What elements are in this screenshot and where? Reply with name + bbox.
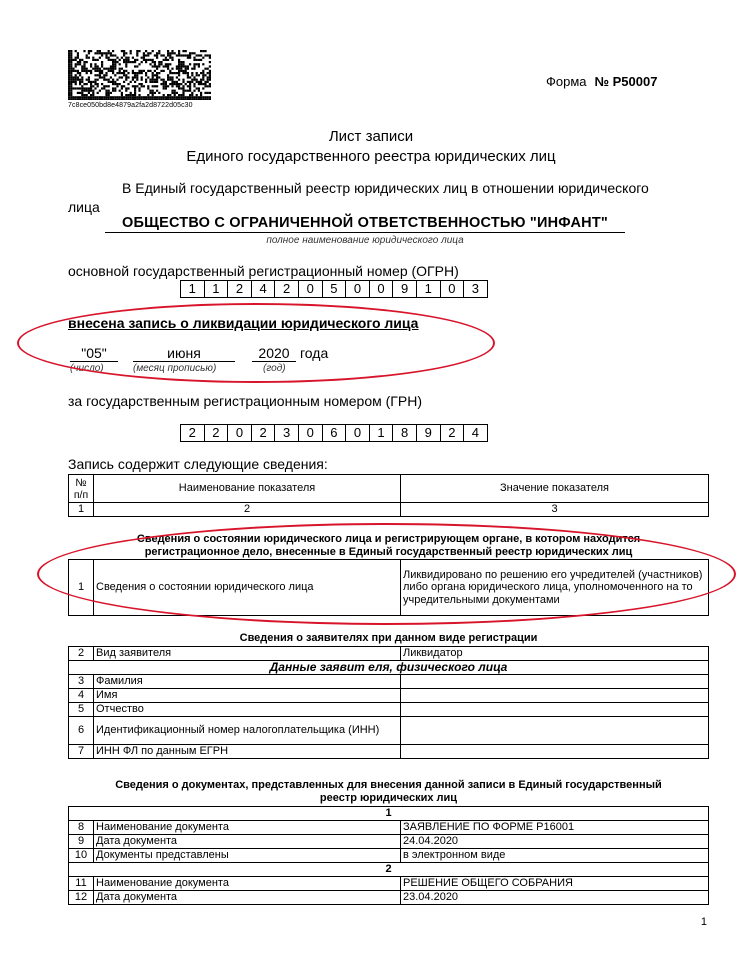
- digit-cell: 2: [251, 424, 276, 442]
- digit-cell: 0: [345, 280, 370, 298]
- col-idx-1: 1: [69, 503, 94, 517]
- hint-month: (месяц прописью): [133, 363, 217, 374]
- table-row-num: 2: [69, 647, 94, 661]
- page-number: 1: [700, 916, 707, 928]
- applicant-inn-egrn-label: ИНН ФЛ по данным ЕГРН: [94, 745, 401, 759]
- barcode-image: [68, 50, 211, 100]
- digit-cell: 9: [392, 280, 417, 298]
- company-name: ОБЩЕСТВО С ОГРАНИЧЕННОЙ ОТВЕТСТВЕННОСТЬЮ "ИНФАНТ": [105, 215, 625, 233]
- digit-cell: 2: [440, 424, 465, 442]
- table-row-num: 6: [69, 717, 94, 745]
- entry-day: "05": [70, 345, 118, 362]
- table-row-num: 4: [69, 689, 94, 703]
- applicant-inn-label: Идентификационный номер налогоплательщика (ИНН): [94, 717, 401, 745]
- col-num-header: № п/п: [69, 475, 94, 503]
- documents-group-2: 2: [69, 863, 709, 877]
- state-row-value: Ликвидировано по решению его учредителей (участников) либо органа юридического лица, уполномоченного на то учредительными документами: [401, 560, 709, 616]
- applicant-subheader: Данные заявит еля, физического лица: [69, 661, 709, 675]
- applicant-firstname-value: [401, 689, 709, 703]
- digit-cell: 2: [180, 424, 205, 442]
- digit-cell: 4: [463, 424, 488, 442]
- section-documents-title-line2: реестр юридических лиц: [319, 792, 458, 804]
- doc-name-value: ЗАЯВЛЕНИЕ ПО ФОРМЕ Р16001: [401, 821, 709, 835]
- form-label: Форма: [546, 74, 587, 89]
- doc-name-label: Наименование документа: [94, 821, 401, 835]
- applicant-inn-egrn-value: [401, 745, 709, 759]
- doc-name-value: РЕШЕНИЕ ОБЩЕГО СОБРАНИЯ: [401, 877, 709, 891]
- digit-cell: 2: [204, 424, 229, 442]
- hint-day: (число): [70, 363, 104, 374]
- documents-table: [68, 806, 709, 905]
- col-value-header: Значение показателя: [401, 475, 709, 503]
- table-row-num: 3: [69, 675, 94, 689]
- entry-year-suffix: года: [300, 345, 329, 361]
- col-idx-2: 2: [94, 503, 401, 517]
- section-state-title: [68, 533, 709, 559]
- document-title: Лист записи: [328, 128, 414, 145]
- digit-cell: 8: [392, 424, 417, 442]
- intro-text-line2: лица: [68, 199, 100, 215]
- applicant-type-label: Вид заявителя: [94, 647, 401, 661]
- record-label: Запись содержит следующие сведения:: [68, 456, 328, 472]
- document-subtitle: Единого государственного реестра юридических лиц: [186, 148, 556, 165]
- form-number-value: № Р50007: [594, 74, 658, 89]
- applicant-firstname-label: Имя: [94, 689, 401, 703]
- section-documents-title-line1: Сведения о документах, представленных для внесения данной записи в Единый государственный: [115, 779, 662, 791]
- section-applicants-title: Сведения о заявителях при данном виде регистрации: [239, 632, 538, 644]
- col-idx-3: 3: [401, 503, 709, 517]
- doc-submitted-label: Документы представлены: [94, 849, 401, 863]
- intro-text-line1: В Единый государственный реестр юридических лиц в отношении юридического: [122, 180, 649, 196]
- table-row-num: 9: [69, 835, 94, 849]
- digit-cell: 6: [322, 424, 347, 442]
- applicants-table: [68, 646, 709, 759]
- digit-cell: 2: [274, 280, 299, 298]
- entry-month: июня: [133, 345, 235, 362]
- state-table: [68, 559, 709, 616]
- digit-cell: 1: [416, 280, 441, 298]
- digit-cell: 0: [440, 280, 465, 298]
- table-row-num: 12: [69, 891, 94, 905]
- digit-cell: 1: [204, 280, 229, 298]
- digit-cell: 1: [369, 424, 394, 442]
- applicant-inn-value: [401, 717, 709, 745]
- doc-date-label: Дата документа: [94, 835, 401, 849]
- applicant-lastname-value: [401, 675, 709, 689]
- digit-cell: 0: [298, 424, 323, 442]
- digit-cell: 3: [274, 424, 299, 442]
- hint-year: (год): [263, 363, 286, 374]
- grn-label: за государственным регистрационным номером (ГРН): [68, 393, 422, 409]
- table-row-num: 7: [69, 745, 94, 759]
- digit-cell: 5: [322, 280, 347, 298]
- digit-cell: 0: [369, 280, 394, 298]
- document-hash: 7c8ce050bd8e4879a2fa2d8722d05c30: [68, 102, 193, 109]
- section-state-title-line1: Сведения о состоянии юридического лица и регистрирующем органе, в котором находится: [136, 533, 641, 545]
- applicant-lastname-label: Фамилия: [94, 675, 401, 689]
- ogrn-label: основной государственный регистрационный номер (ОГРН): [68, 263, 459, 279]
- table-row-num: 11: [69, 877, 94, 891]
- digit-cell: 0: [298, 280, 323, 298]
- record-header-table: [68, 474, 709, 517]
- state-row-name: Сведения о состоянии юридического лица: [94, 560, 401, 616]
- doc-date-value: 23.04.2020: [401, 891, 709, 905]
- grn-digits: [181, 424, 488, 442]
- company-name-hint: полное наименование юридического лица: [266, 235, 464, 246]
- doc-name-label: Наименование документа: [94, 877, 401, 891]
- applicant-patronymic-label: Отчество: [94, 703, 401, 717]
- digit-cell: 3: [463, 280, 488, 298]
- documents-group-1: 1: [69, 807, 709, 821]
- doc-submitted-value: в электронном виде: [401, 849, 709, 863]
- digit-cell: 9: [416, 424, 441, 442]
- table-row-num: 8: [69, 821, 94, 835]
- table-row-num: 1: [69, 560, 94, 616]
- table-row-num: 10: [69, 849, 94, 863]
- doc-date-label: Дата документа: [94, 891, 401, 905]
- ogrn-digits: [181, 280, 488, 298]
- section-documents-title: [68, 779, 709, 805]
- table-row-num: 5: [69, 703, 94, 717]
- form-number: [546, 74, 657, 89]
- entry-year: 2020: [252, 345, 296, 362]
- digit-cell: 0: [345, 424, 370, 442]
- col-name-header: Наименование показателя: [94, 475, 401, 503]
- digit-cell: 1: [180, 280, 205, 298]
- liquidation-entry-text: внесена запись о ликвидации юридического лица: [68, 315, 419, 331]
- digit-cell: 0: [227, 424, 252, 442]
- digit-cell: 2: [227, 280, 252, 298]
- section-state-title-line2: регистрационное дело, внесенные в Единый государственный реестр юридических лиц: [144, 546, 633, 558]
- digit-cell: 4: [251, 280, 276, 298]
- applicant-patronymic-value: [401, 703, 709, 717]
- applicant-type-value: Ликвидатор: [401, 647, 709, 661]
- doc-date-value: 24.04.2020: [401, 835, 709, 849]
